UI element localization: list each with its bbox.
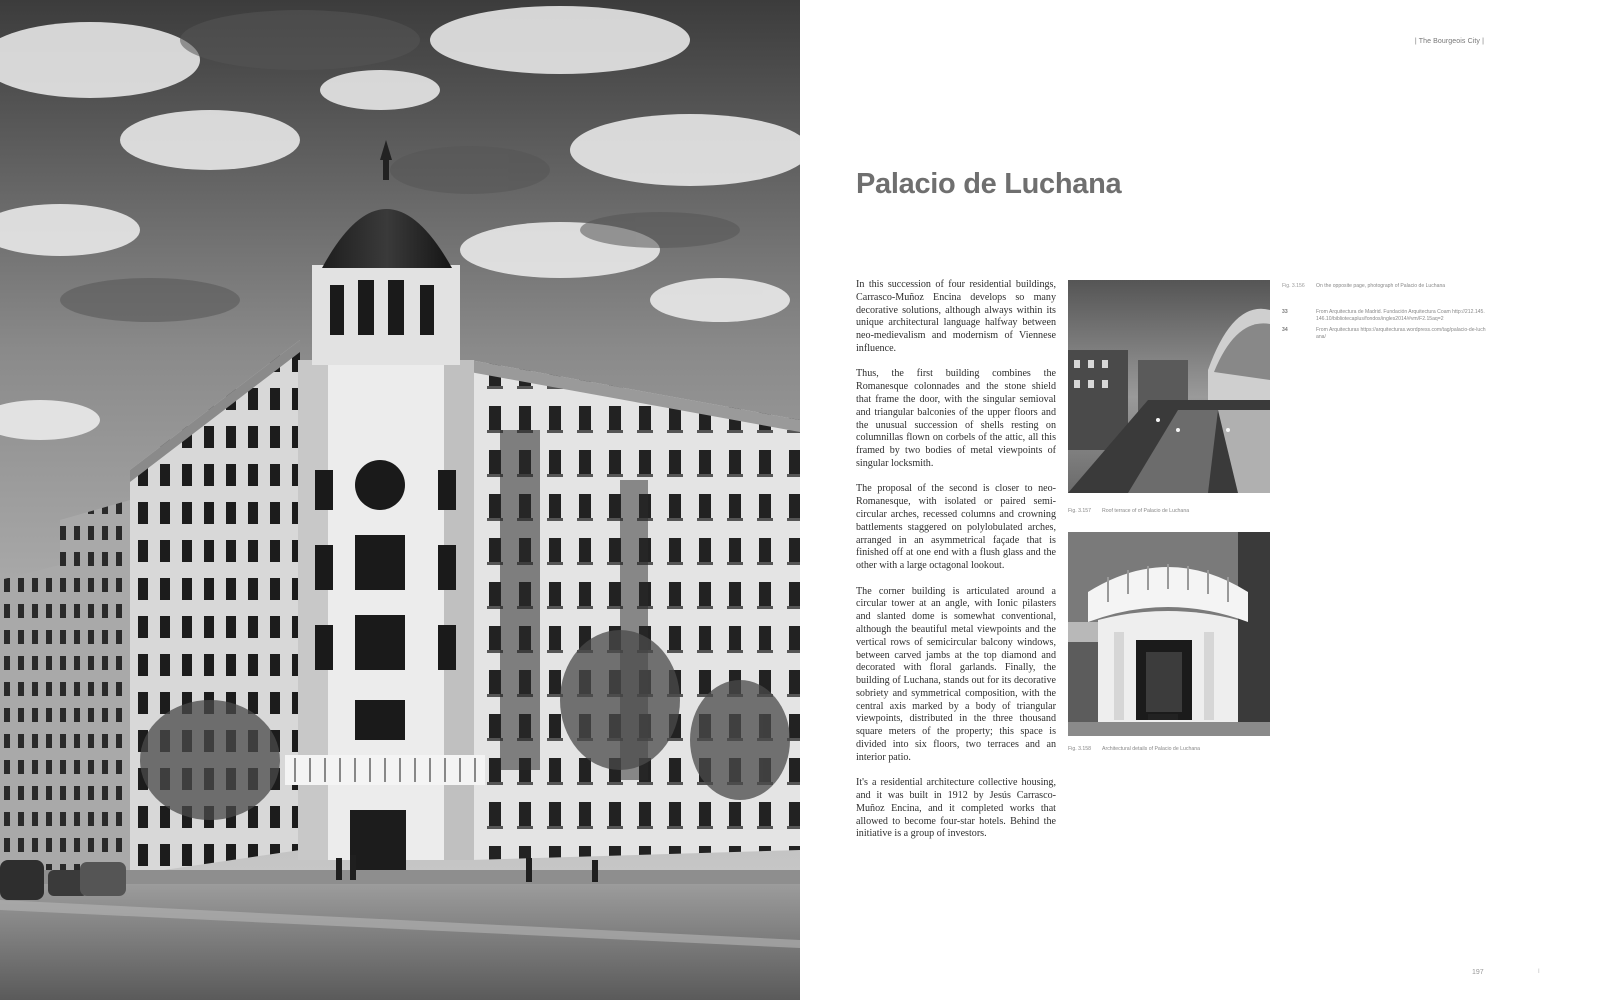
paragraph: Thus, the first building combines the Romanesque colonnades and the stone shield that frame the door, with the singular semioval and triangular balconies of the upper floors and the unusual succession of shells resting on columnillas flown on corbels of the attic, all this framed by two bodies of metal viewpoints of singular locksmith. <box>856 368 1056 469</box>
note-text: From Arquitecturas https://arquitecturas.wordpress.com/tag/palacio-de-luchana/ <box>1316 327 1486 340</box>
note-number: 33 <box>1282 309 1288 316</box>
note-item <box>1282 283 1487 289</box>
page-title: Palacio de Luchana <box>856 168 1122 200</box>
page-number: 197 <box>1472 969 1484 976</box>
figure-caption <box>1068 508 1288 514</box>
figure-roof-terrace <box>1068 280 1270 493</box>
note-text: On the opposite page, photograph of Palacio de Luchana <box>1316 283 1446 289</box>
running-header: | The Bourgeois City | <box>1414 38 1484 45</box>
paragraph: In this succession of four residential buildings, Carrasco-Muñoz Encina develops so many decorative solutions, although always within its unique architectural language halfway between neo-medievalism and modernism of Viennese influence. <box>856 279 1056 354</box>
paragraph: The corner building is articulated around a circular tower at an angle, with Ionic pilasters and slanted dome is somewhat conventional, although the beautiful metal viewpoints and the vertical rows of semicircular balcony windows, between carved jambs at the top diamond and decorated with floral garlands. Finally, the building of Luchana, stands out for its decorative sobriety and symmetrical composition, with the central axis marked by a body of triangular viewpoints, distributed in the three thousand square meters of the property; this space is divided into six floors, two terraces and an interior patio. <box>856 585 1056 763</box>
side-notes <box>1282 283 1487 345</box>
figure-caption-text: Architectural details of Palacio de Luchana <box>1102 746 1201 752</box>
body-text <box>856 279 1056 854</box>
paragraph: It's a residential architecture collective housing, and it was built in 1912 by Jesús Carrasco-Muñoz Encina, and it completed works that allowed to become four-star hotels. Behind the initiative is a group of investors. <box>856 777 1056 840</box>
note-number: 34 <box>1282 327 1288 334</box>
paragraph: The proposal of the second is closer to neo-Romanesque, with isolated or paired semi-circular arches, recessed columns and crowning battlements staggered on polylobulated arches, arranged in an asymmetrical façade that is finished off at one end with a flush glass and the other with a large octagonal lookout. <box>856 483 1056 572</box>
figure-caption-text: Roof terrace of of Palacio de Luchana <box>1102 508 1190 514</box>
figure-caption <box>1068 746 1288 752</box>
page-mark: I <box>1538 969 1540 975</box>
note-item <box>1282 327 1487 340</box>
figure-number: Fig. 3.157 <box>1068 508 1092 514</box>
figure-number: Fig. 3.158 <box>1068 746 1092 752</box>
roof-terrace-illustration <box>1068 280 1270 493</box>
figure-architectural-details <box>1068 532 1270 736</box>
note-number: Fig. 3.156 <box>1282 283 1305 289</box>
text-page <box>800 0 1600 1000</box>
note-text: From Arquitectura de Madrid. Fundación Arquitectura Coam http://212.145.146.10/bibliotecaplus/fondos/ingles2014/#vm/F2.15aq=2 <box>1316 309 1485 322</box>
note-item <box>1282 309 1487 322</box>
corner-entrance-illustration <box>1068 532 1270 736</box>
